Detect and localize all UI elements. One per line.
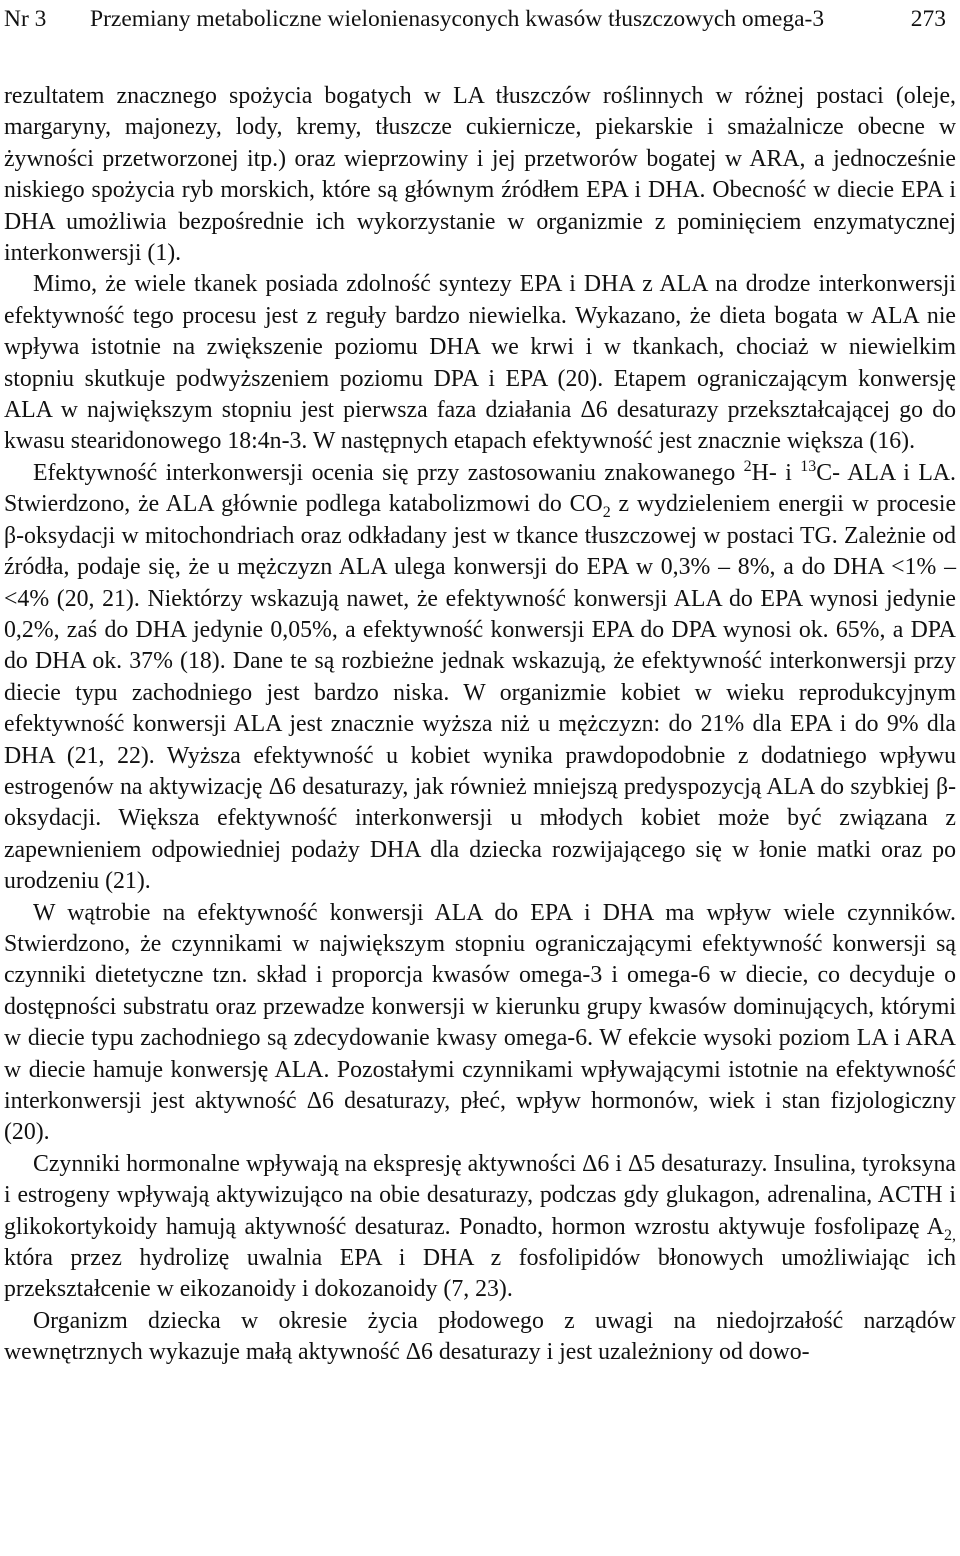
paragraph-4: W wątrobie na efektywność konwersji ALA do EPA i DHA ma wpływ wiele czynników. Stwierdzono, że czynnikami w największym stopniu ograniczającymi efektywność konwersji są czynniki dietetyczne tzn. skład i proporcja kwasów omega-3 i omega-6 w diecie, co decyduje o dostępności substratu oraz przewadze konwersji w kierunku grupy kwasów dominujących, którymi w diecie typu zachodniego są zdecydowanie kwasy omega-6. W efekcie wysoki poziom LA i ARA w diecie hamuje konwersję ALA. Pozostałymi czynnikami wpływającymi istotnie na efektywność interkonwersji jest aktywność Δ6 desaturazy, płeć, wpływ hormonów, wiek i stan fizjologiczny (20). — [4, 899, 956, 1146]
isotope-superscript-2: 2 — [743, 457, 752, 475]
paragraph-5-text-a: Czynniki hormonalne wpływają na ekspresję aktywności Δ6 i Δ5 desaturazy. Insulina, tyroksyna i estrogeny wpływają aktywizująco na obie desaturazy, podczas gdy glukagon, adrenalina, ACTH i glikokortykoidy hamują aktywność desaturaz. Ponadto, hormon wzrostu aktywuje fosfolipazę A — [4, 1150, 956, 1240]
paragraph-3 — [4, 458, 956, 898]
issue-number: Nr 3 — [4, 6, 47, 32]
paragraph-6: Organizm dziecka w okresie życia płodowego z uwagi na niedojrzałość narządów wewnętrznych wykazuje małą aktywność Δ6 desaturazy i jest uzależniony od dowo- — [4, 1307, 956, 1366]
paragraph-2: Mimo, że wiele tkanek posiada zdolność syntezy EPA i DHA z ALA na drodze interkonwersji efektywność tego procesu jest z reguły bardzo niewielka. Wykazano, że dieta bogata w ALA nie wpływa istotnie na zwiększenie poziomu DHA we krwi i w tkankach, chociaż w niewielkim stopniu skutkuje podwyższeniem poziomu DPA i EPA (20). Etapem ograniczającym konwersję ALA w największym stopniu jest pierwsza faza działania Δ6 desaturazy przekształcającej go do kwasu stearidonowego 18:4n-3. W następnych etapach efektywność jest znacznie większa (16). — [4, 271, 956, 455]
running-header — [4, 4, 956, 38]
co2-subscript: 2 — [602, 504, 611, 522]
paragraph-5 — [4, 1149, 956, 1306]
paragraph-5-text-b: która przez hydrolizę uwalnia EPA i DHA z fosfolipidów błonowych umożliwiając ich przekształcenie w eikozanoidy i dokozanoidy (7, 23). — [4, 1245, 956, 1303]
phospholipase-subscript: 2, — [944, 1226, 956, 1244]
running-title: Przemiany metaboliczne wielonienasyconych kwasów tłuszczowych omega-3 — [90, 6, 825, 32]
paragraph-3-text-c: C- ALA i LA. Stwierdzono, że ALA głównie podlega katabolizmowi do CO — [4, 459, 956, 518]
paragraph-3-text-d: z wydzieleniem energii w procesie β-oksydacji w mitochondriach oraz odkładany jest w tkance tłuszczowej w postaci TG. Zależnie od źródła, podaje się, że u mężczyzn ALA ulega konwersji do EPA w 0,3% – 8%, a do DHA <1% – <4% (20, 21). Niektórzy wskazują nawet, że efektywność konwersji ALA do EPA wynosi jedynie 0,2%, zaś do DHA jedynie 0,05%, a efektywność konwersji EPA do DPA wynosi ok. 65%, a DPA do DHA ok. 37% (18). Dane te są rozbieżne jednak wskazują, że efektywność interkonwersji przy diecie typu zachodniego jest bardzo niska. W organizmie kobiet w wieku reprodukcyjnym efektywność konwersji ALA jest znacznie wyższa niż u mężczyzn: do 21% dla EPA i do 9% dla DHA (21, 22). Wyższa efektywność u kobiet wynika prawdopodobnie z dodatniego wpływu estrogenów na aktywizację Δ6 desaturazy, jak również mniejszą predyspozycją ALA do szybkiej β-oksydacji. Większa efektywność interkonwersji u młodych kobiet może być związana z zapewnieniem odpowiedniej podaży DHA dla dziecka rozwijającego się w łonie matki oraz po urodzeniu (21). — [4, 491, 957, 895]
paragraph-3-text-b: H- i — [751, 459, 801, 486]
article-body — [4, 81, 956, 1369]
paragraph-3-text-a: Efektywność interkonwersji ocenia się przy zastosowaniu znakowanego — [33, 459, 744, 486]
isotope-superscript-13: 13 — [800, 457, 817, 475]
page-number: 273 — [910, 6, 946, 32]
paragraph-1: rezultatem znacznego spożycia bogatych w LA tłuszczów roślinnych w różnej postaci (oleje, margaryny, majonezy, lody, kremy, tłuszcze cukiernicze, piekarskie i smażalnicze obecne w żywności przetworzonej itp.) oraz wieprzowiny i jej przetworów bogatej w ARA, a jednocześnie niskiego spożycia ryb morskich, które są głównym źródłem EPA i DHA. Obecność w diecie EPA i DHA umożliwia bezpośrednie ich wykorzystanie w organizmie z pominięciem enzymatycznej interkonwersji (1). — [4, 83, 956, 267]
